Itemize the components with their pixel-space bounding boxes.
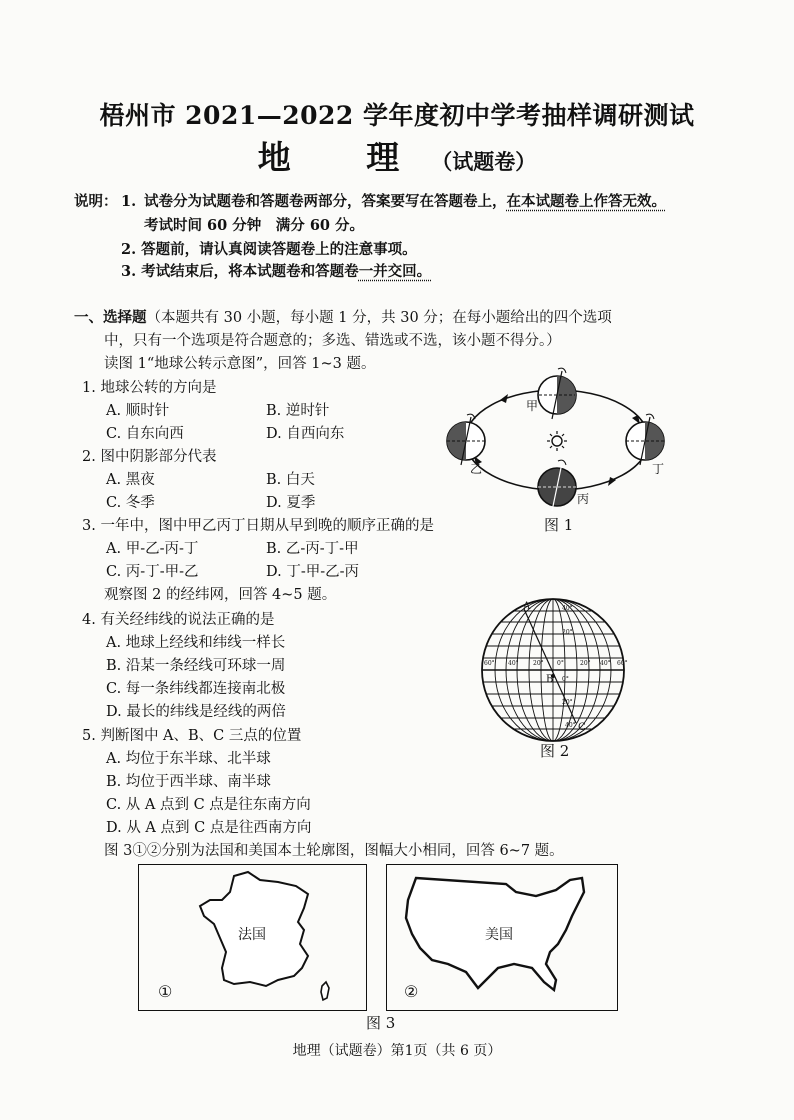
figure-3-caption: 图 3	[366, 1014, 396, 1032]
question-5-option-d: D. 从 A 点到 C 点是往西南方向	[106, 820, 312, 836]
fig2-lon-label: 60°	[617, 660, 628, 667]
question-3-option-c: C. 丙-丁-甲-乙	[106, 564, 199, 580]
fig2-lat-label: 40°	[562, 605, 573, 612]
earth-ding-icon	[626, 414, 664, 465]
fig2-lat-label: 40°	[565, 722, 576, 729]
question-1-option-d: D. 自西向东	[266, 426, 345, 442]
fig2-lon-label: 20°	[533, 660, 544, 667]
map-france-number: ①	[158, 982, 173, 1001]
question-3-option-a: A. 甲-乙-丙-丁	[106, 541, 199, 557]
fig2-lon-label: 40°	[600, 660, 611, 667]
intro-fig2: 观察图 2 的经纬网，回答 4~5 题。	[104, 587, 337, 603]
earth-bing-icon	[538, 460, 576, 511]
question-3-option-b: B. 乙-丙-丁-甲	[266, 541, 359, 557]
fig1-label-bing: 丙	[577, 492, 590, 506]
fig2-lon-label: 0°	[557, 660, 564, 667]
note-1-text: 试卷分为试题卷和答题卷两部分，答案要写在答题卷上，在本试题卷上作答无效。	[144, 193, 666, 210]
fig2-lat-label: 0°	[562, 676, 569, 683]
section-description: 中，只有一个选项是符合题意的；多选、错选或不选，该小题不得分。）	[104, 333, 561, 349]
earth-jia-icon	[538, 368, 576, 419]
fig1-label-ding: 丁	[652, 462, 665, 476]
question-5-option-c: C. 从 A 点到 C 点是往东南方向	[106, 797, 311, 813]
intro-fig1: 读图 1“地球公转示意图”，回答 1~3 题。	[104, 356, 376, 372]
fig2-point-c: C	[578, 722, 586, 733]
question-4-option-a: A. 地球上经线和纬线一样长	[106, 635, 286, 651]
question-2-option-b: B. 白天	[266, 472, 315, 488]
subject-title	[0, 132, 794, 179]
section-heading: 一、选择题（本题共有 30 小题，每小题 1 分，共 30 分；在每小题给出的四个选项	[74, 309, 612, 326]
question-5-option-a: A. 均位于东半球、北半球	[106, 751, 271, 767]
question-2-option-c: C. 冬季	[106, 495, 155, 511]
sun-icon	[547, 431, 567, 451]
fig2-lon-label: 40°	[508, 660, 519, 667]
fig1-label-yi: 乙	[470, 462, 483, 476]
note-2: 2. 答题前，请认真阅读答题卷上的注意事项。	[121, 241, 417, 258]
paper-type: （试题卷）	[431, 149, 537, 174]
question-2-option-d: D. 夏季	[266, 495, 316, 511]
question-3-stem: 3. 一年中，图中甲乙丙丁日期从早到晚的顺序正确的是	[82, 518, 434, 534]
figure-1-orbit-diagram	[440, 365, 670, 515]
note-1-time: 考试时间 60 分钟 满分 60 分。	[144, 217, 365, 234]
fig2-point-a: A	[523, 601, 531, 612]
intro-fig3: 图 3①②分别为法国和美国本土轮廓图，图幅大小相同，回答 6~7 题。	[104, 843, 564, 859]
notes-label: 说明：	[74, 193, 118, 210]
note-1-number: 1.	[121, 193, 137, 210]
question-2-option-a: A. 黑夜	[106, 472, 155, 488]
figure-1-caption: 图 1	[544, 516, 574, 534]
fig2-point-b: B	[546, 674, 554, 685]
exam-title: 梧州市 2021—2022 学年度初中学考抽样调研测试	[99, 101, 695, 130]
question-1-option-b: B. 逆时针	[266, 403, 330, 419]
question-2-stem: 2. 图中阴影部分代表	[82, 449, 217, 465]
question-4-option-b: B. 沿某一条经线可环球一周	[106, 658, 286, 674]
question-4-stem: 4. 有关经纬线的说法正确的是	[82, 612, 275, 628]
page-footer: 地理（试题卷）第1页（共 6 页）	[292, 1043, 502, 1059]
fig2-lon-label: 60°	[484, 660, 495, 667]
map-usa-label: 美国	[485, 927, 513, 943]
subject-name: 地 理	[257, 138, 432, 177]
fig2-lon-label: 20°	[580, 660, 591, 667]
map-france-label: 法国	[238, 927, 266, 943]
map-usa-number: ②	[404, 982, 419, 1001]
question-1-option-c: C. 自东向西	[106, 426, 184, 442]
fig2-lat-label: 20°	[562, 699, 573, 706]
fig1-label-jia: 甲	[526, 399, 539, 413]
note-3: 3. 考试结束后，将本试题卷和答题卷一并交回。	[121, 263, 432, 280]
figure-2-caption: 图 2	[540, 742, 570, 760]
question-5-option-b: B. 均位于西半球、南半球	[106, 774, 271, 790]
fig2-lat-label: 20°	[562, 629, 573, 636]
question-3-option-d: D. 丁-甲-乙-丙	[266, 564, 360, 580]
question-4-option-c: C. 每一条纬线都连接南北极	[106, 681, 286, 697]
question-4-option-d: D. 最长的纬线是经线的两倍	[106, 704, 286, 720]
question-1-stem: 1. 地球公转的方向是	[82, 380, 217, 396]
question-5-stem: 5. 判断图中 A、B、C 三点的位置	[82, 728, 302, 744]
earth-yi-icon	[447, 414, 485, 465]
question-1-option-a: A. 顺时针	[106, 403, 170, 419]
figure-2-globe-grid	[478, 595, 628, 745]
